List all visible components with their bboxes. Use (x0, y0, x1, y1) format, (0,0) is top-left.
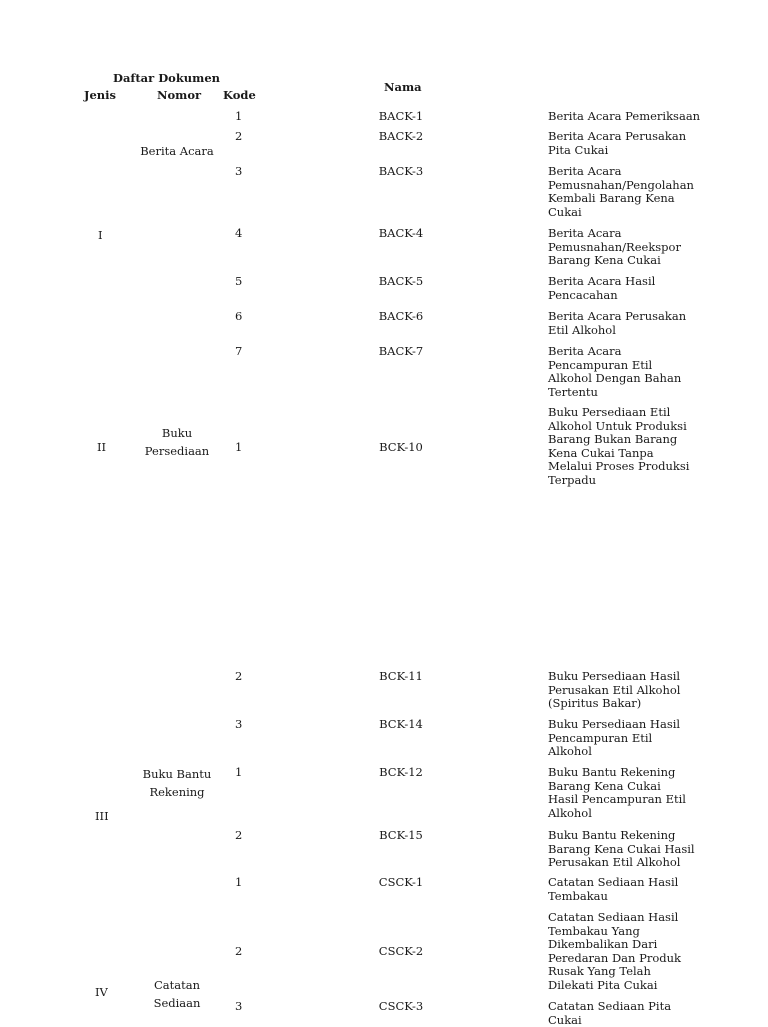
row-nama-line: Barang Bukan Barang (548, 432, 678, 447)
row-nama (548, 310, 686, 337)
row-kode: CSCK-3 (378, 999, 424, 1013)
row-nama-line: Buku Bantu Rekening (548, 765, 676, 779)
row-number: 4 (235, 226, 243, 240)
row-number: 1 (235, 765, 243, 779)
row-nama (548, 911, 681, 993)
row-number: 1 (235, 440, 243, 454)
col-header-nomor: Nomor (157, 88, 202, 102)
row-nama (548, 876, 678, 903)
row-kode: BACK-3 (378, 164, 424, 178)
row-nama-line: Buku Bantu Rekening (548, 828, 676, 842)
row-nama (548, 227, 681, 268)
row-nama-line: Pita Cukai (548, 142, 609, 157)
row-nama (548, 406, 689, 488)
row-nama-line: Kena Cukai Tanpa (548, 445, 654, 460)
col-header-jenis: Jenis (84, 88, 116, 102)
row-kode: BACK-1 (378, 109, 424, 123)
row-number: 3 (235, 717, 243, 731)
row-nama-line: Alkohol (548, 744, 592, 759)
row-nama (548, 275, 655, 302)
group-nomor: Berita Acara (140, 144, 214, 158)
row-number: 7 (235, 344, 243, 358)
table-title: Daftar Dokumen (113, 71, 221, 85)
group-nomor: Buku Bantu Rekening (142, 767, 212, 799)
row-nama (548, 670, 681, 711)
row-nama-line: Berita Acara Hasil (548, 274, 656, 288)
row-nama (548, 345, 681, 399)
group-jenis: III (95, 809, 109, 823)
row-nama-line: Berita Acara (548, 344, 622, 358)
row-nama-line: Pencampuran Etil (548, 357, 653, 372)
row-nama-line: Barang Kena Cukai (548, 778, 661, 793)
row-number: 3 (235, 164, 243, 178)
row-nama-line: Kembali Barang Kena (548, 191, 675, 206)
row-kode: BCK-11 (379, 669, 423, 683)
row-nama-line: Alkohol Dengan Bahan (548, 371, 682, 386)
row-nama-line: Hasil Pencampuran Etil (548, 792, 686, 807)
row-nama (548, 766, 686, 820)
row-number: 2 (235, 828, 243, 842)
row-kode: BACK-5 (378, 274, 424, 288)
row-nama-line: Pencampuran Etil (548, 730, 653, 745)
row-kode: BACK-7 (378, 344, 424, 358)
row-number: 2 (235, 944, 243, 958)
row-nama-line: Alkohol (548, 805, 592, 820)
row-kode: BACK-6 (378, 309, 424, 323)
row-number: 1 (235, 109, 243, 123)
row-kode: BACK-4 (378, 226, 424, 240)
row-nama (548, 130, 686, 157)
row-number: 6 (235, 309, 243, 323)
row-nama-line: Cukai (548, 204, 582, 219)
row-nama-line: Buku Persediaan Hasil (548, 669, 681, 683)
group-nomor: Catatan Sediaan (153, 978, 201, 1010)
row-nama (548, 165, 694, 219)
row-kode: BCK-10 (379, 440, 423, 454)
row-kode: BCK-15 (379, 828, 423, 842)
row-nama-line: Perusakan Etil Alkohol (548, 855, 681, 870)
row-nama-line: Catatan Sediaan Hasil (548, 910, 679, 924)
row-nama-line: Berita Acara (548, 226, 622, 240)
row-nama-line: Tembakau (548, 888, 608, 903)
row-nama-line: Dikembalikan Dari (548, 937, 658, 952)
group-jenis: I (98, 228, 103, 242)
row-nama-line: Alkohol Untuk Produksi (548, 418, 687, 433)
row-nama-line: Perusakan Etil Alkohol (548, 682, 681, 697)
row-nama-line: Rusak Yang Telah (548, 964, 651, 979)
row-nama (548, 1000, 671, 1027)
row-number: 1 (235, 875, 243, 889)
group-jenis: II (97, 440, 107, 454)
row-nama-line: Terpadu (548, 472, 597, 487)
row-number: 5 (235, 274, 243, 288)
group-jenis: IV (95, 985, 108, 999)
row-nama-line: Buku Persediaan Hasil (548, 717, 681, 731)
row-nama-line: Peredaran Dan Produk (548, 950, 681, 965)
row-number: 2 (235, 669, 243, 683)
row-number: 3 (235, 999, 243, 1013)
row-nama-line: Berita Acara Perusakan (548, 129, 687, 143)
row-nama-line: Catatan Sediaan Pita (548, 999, 672, 1013)
row-nama (548, 718, 680, 759)
row-nama-line: Etil Alkohol (548, 322, 616, 337)
row-nama-line: Berita Acara (548, 164, 622, 178)
group-nomor: Buku Persediaan (144, 426, 210, 458)
row-kode: BCK-12 (379, 765, 423, 779)
row-nama-line: Cukai (548, 1012, 582, 1027)
row-nama-line: Berita Acara Perusakan (548, 309, 687, 323)
row-nama-line: Tembakau Yang (548, 923, 640, 938)
row-kode: CSCK-1 (378, 875, 424, 889)
row-nama-line: Melalui Proses Produksi (548, 459, 690, 474)
row-nama-line: Pemusnahan/Reekspor (548, 239, 681, 254)
row-nama-line: Pemusnahan/Pengolahan (548, 177, 694, 192)
row-nama (548, 829, 695, 870)
col-header-kode: Kode (223, 88, 256, 102)
row-kode: BACK-2 (378, 129, 424, 143)
row-nama-line: Dilekati Pita Cukai (548, 977, 658, 992)
row-nama-line: Pencacahan (548, 287, 618, 302)
row-nama-line: Barang Kena Cukai (548, 253, 661, 268)
row-nama-line: Catatan Sediaan Hasil (548, 875, 679, 889)
row-nama (548, 110, 700, 124)
row-nama-line: Berita Acara Pemeriksaan (548, 109, 701, 123)
col-header-nama: Nama (384, 80, 422, 94)
row-number: 2 (235, 129, 243, 143)
row-nama-line: Tertentu (548, 384, 598, 399)
row-kode: CSCK-2 (378, 944, 424, 958)
row-nama-line: Barang Kena Cukai Hasil (548, 841, 695, 856)
row-nama-line: Buku Persediaan Etil (548, 405, 671, 419)
row-kode: BCK-14 (379, 717, 423, 731)
row-nama-line: (Spiritus Bakar) (548, 696, 642, 711)
